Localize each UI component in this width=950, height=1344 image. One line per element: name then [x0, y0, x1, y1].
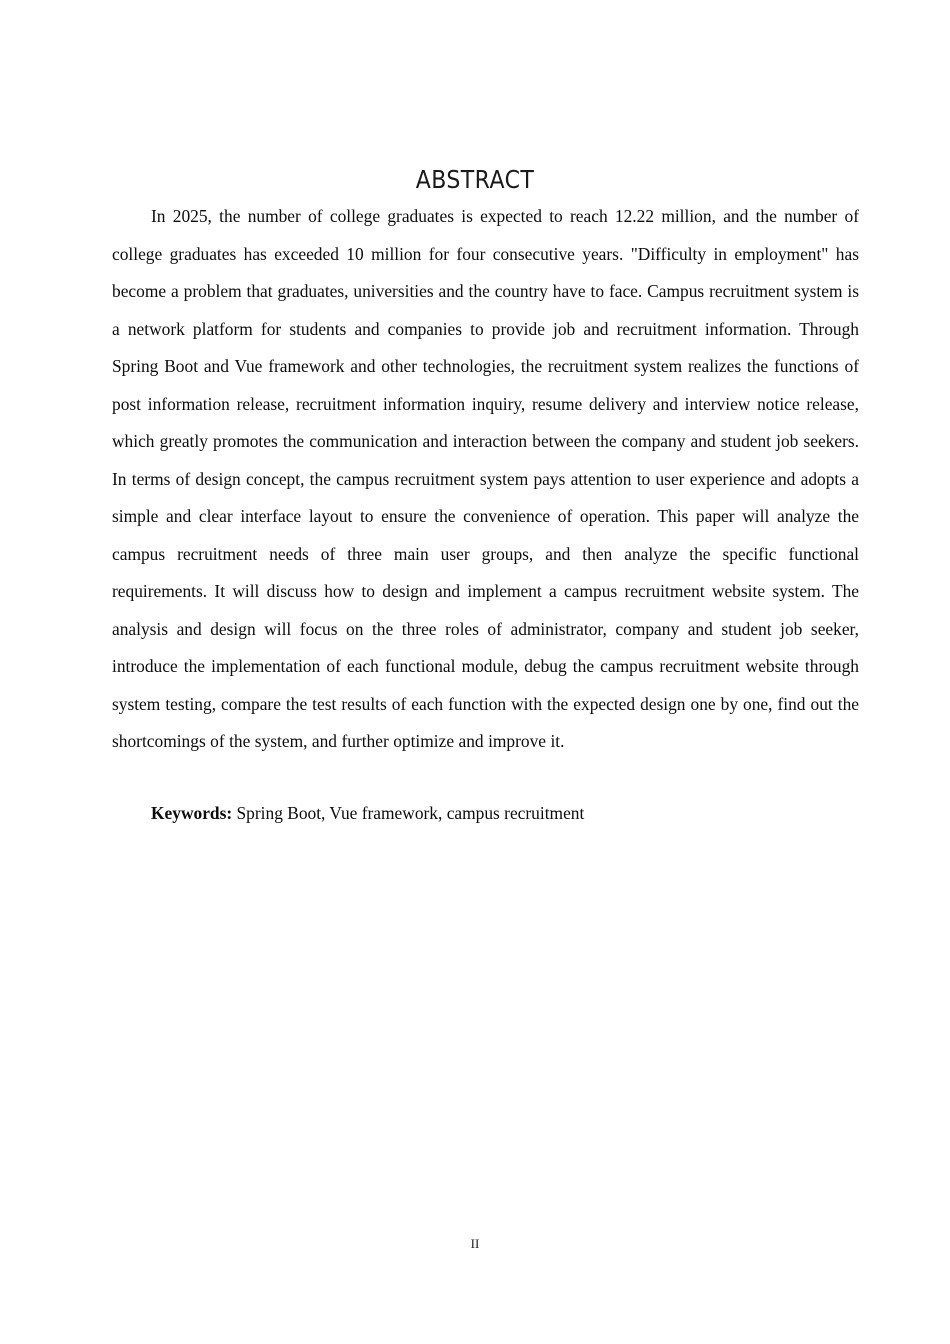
page-number: II: [470, 1236, 480, 1251]
keywords-label: Keywords:: [151, 803, 233, 823]
abstract-body: [112, 198, 859, 761]
page-title: ABSTRACT: [415, 164, 535, 194]
keywords-value: Spring Boot, Vue framework, campus recruitment: [232, 803, 585, 823]
abstract-paragraph: In 2025, the number of college graduates is expected to reach 12.22 million, and the number of college graduates has exceeded 10 million for four consecutive years. "Difficulty in employment" has become a problem that graduates, universities and the country have to face. Campus recruitment system is a network platform for students and companies to provide job and recruitment information. Through Spring Boot and Vue framework and other technologies, the recruitment system realizes the functions of post information release, recruitment information inquiry, resume delivery and interview notice release, which greatly promotes the communication and interaction between the company and student job seekers. In terms of design concept, the campus recruitment system pays attention to user experience and adopts a simple and clear interface layout to ensure the convenience of operation. This paper will analyze the campus recruitment needs of three main user groups, and then analyze the specific functional requirements. It will discuss how to design and implement a campus recruitment website system. The analysis and design will focus on the three roles of administrator, company and student job seeker, introduce the implementation of each functional module, debug the campus recruitment website through system testing, compare the test results of each function with the expected design one by one, find out the shortcomings of the system, and further optimize and improve it.: [112, 206, 859, 751]
page-footer: [0, 1235, 950, 1253]
keywords-line: [112, 798, 859, 828]
